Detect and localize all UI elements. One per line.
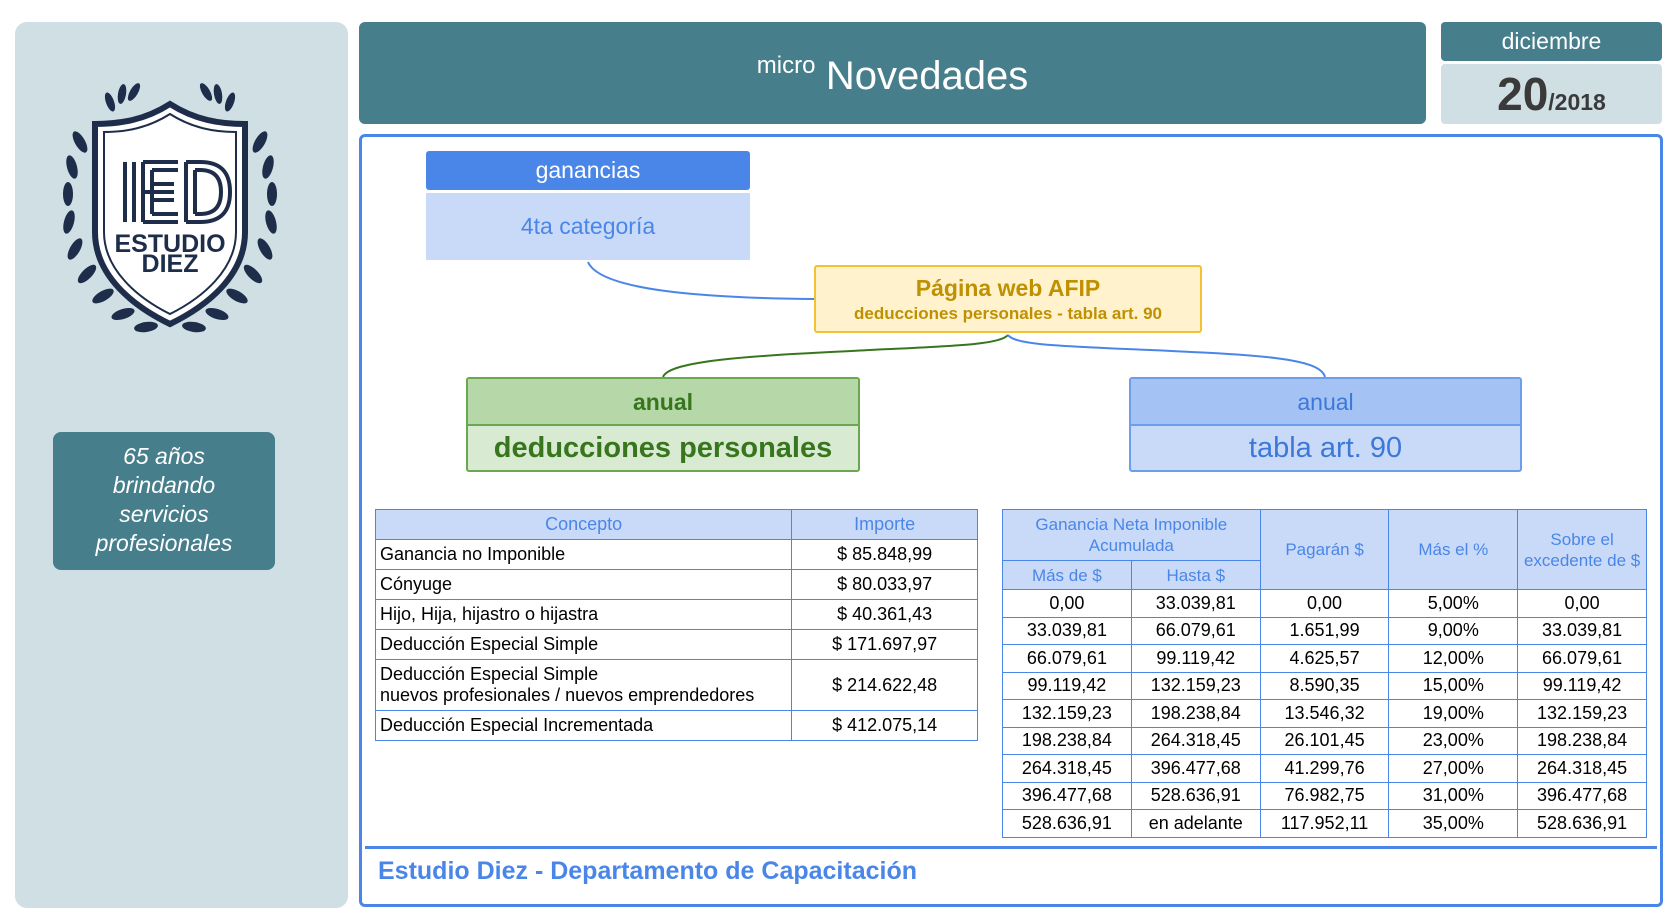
categoria-label: 4ta categoría [426,193,750,260]
estudio-diez-logo [50,62,290,352]
table-row [376,600,978,630]
header-micro: micro [756,52,816,79]
date-year: /2018 [1548,89,1606,115]
table-row [1003,810,1647,838]
sobre-cell: 66.079,61 [1518,645,1647,673]
importe-cell: $ 40.361,43 [792,600,978,630]
pagaran-cell: 76.982,75 [1260,782,1389,810]
mas-el-cell: 12,00% [1389,645,1518,673]
ganancias-label: ganancias [426,151,750,190]
mas-el-cell: 9,00% [1389,617,1518,645]
table-row [376,540,978,570]
mas-de-cell: 132.159,23 [1003,700,1132,728]
concepto-line-2: nuevos profesionales / nuevos emprendedores [380,685,755,705]
tabla-art90-body [1003,590,1647,838]
afip-box [814,265,1202,333]
table-row [1003,645,1647,673]
table-row [1003,590,1647,618]
table-row [1003,617,1647,645]
slogan-line: servicios [119,501,209,527]
tabla90-title: tabla art. 90 [1248,432,1403,464]
mas-el-cell: 19,00% [1389,700,1518,728]
concepto-cell: Cónyuge [376,570,792,600]
concepto-cell [376,660,792,711]
mas-de-cell: 528.636,91 [1003,810,1132,838]
table-row [376,570,978,600]
pagaran-cell: 4.625,57 [1260,645,1389,673]
mas-de-cell: 33.039,81 [1003,617,1132,645]
importe-cell: $ 85.848,99 [792,540,978,570]
importe-cell: $ 171.697,97 [792,630,978,660]
page-title: Novedades [825,54,1029,98]
mas-el-cell: 31,00% [1389,782,1518,810]
pagaran-cell: 0,00 [1260,590,1389,618]
mas-el-cell: 35,00% [1389,810,1518,838]
importe-cell: $ 214.622,48 [792,660,978,711]
column-header-ganancia-neta: Ganancia Neta Imponible Acumulada [1003,510,1261,561]
table-row [1003,755,1647,783]
header-banner [359,22,1426,124]
mas-de-cell: 396.477,68 [1003,782,1132,810]
table-row [376,660,978,711]
deducciones-box [466,377,860,472]
column-header-mas-el: Más el % [1389,510,1518,590]
afip-subtitle: deducciones personales - tabla art. 90 [853,304,1162,323]
sobre-cell: 528.636,91 [1518,810,1647,838]
importe-cell: $ 412.075,14 [792,711,978,741]
mas-de-cell: 0,00 [1003,590,1132,618]
pagaran-cell: 13.546,32 [1260,700,1389,728]
pagaran-cell: 117.952,11 [1260,810,1389,838]
logo-text-diez: DIEZ [141,250,199,278]
hasta-cell: 33.039,81 [1131,590,1260,618]
hasta-cell: 132.159,23 [1131,672,1260,700]
mas-de-cell: 99.119,42 [1003,672,1132,700]
deducciones-title: deducciones personales [493,432,833,464]
concepto-cell: Deducción Especial Incrementada [376,711,792,741]
hasta-cell: 528.636,91 [1131,782,1260,810]
tabla90-period: anual [1131,379,1520,426]
tabla90-box [1129,377,1522,472]
footer [365,846,1657,904]
logo-text-estudio: ESTUDIO [114,230,226,258]
sobre-cell: 198.238,84 [1518,727,1647,755]
table-row [376,630,978,660]
pagaran-cell: 8.590,35 [1260,672,1389,700]
table-row [1003,782,1647,810]
table-row [1003,672,1647,700]
column-header-mas-de: Más de $ [1003,561,1132,590]
concepto-line: Deducción Especial Simple [380,664,599,684]
column-header-importe: Importe [792,510,978,540]
footer-text: Estudio Diez - Departamento de Capacitación [378,857,917,885]
slogan-line: 65 años [123,443,205,469]
slogan-line: brindando [112,472,216,498]
mas-de-cell: 198.238,84 [1003,727,1132,755]
table-row [1003,727,1647,755]
hasta-cell: 198.238,84 [1131,700,1260,728]
column-header-hasta: Hasta $ [1131,561,1260,590]
pagaran-cell: 1.651,99 [1260,617,1389,645]
pagaran-cell: 41.299,76 [1260,755,1389,783]
hasta-cell: 99.119,42 [1131,645,1260,673]
tabla-art90 [1002,509,1647,838]
mas-de-cell: 66.079,61 [1003,645,1132,673]
sobre-cell: 0,00 [1518,590,1647,618]
mas-el-cell: 15,00% [1389,672,1518,700]
slogan-box [53,432,275,570]
hasta-cell: en adelante [1131,810,1260,838]
sobre-cell: 99.119,42 [1518,672,1647,700]
column-header-concepto: Concepto [376,510,792,540]
date-month: diciembre [1441,22,1662,61]
column-header-pagaran: Pagarán $ [1260,510,1389,590]
sobre-cell: 396.477,68 [1518,782,1647,810]
mas-el-cell: 23,00% [1389,727,1518,755]
pagaran-cell: 26.101,45 [1260,727,1389,755]
deducciones-period: anual [468,379,858,426]
mas-el-cell: 5,00% [1389,590,1518,618]
mas-el-cell: 27,00% [1389,755,1518,783]
hasta-cell: 396.477,68 [1131,755,1260,783]
column-header-sobre-excedente: Sobre el excedente de $ [1518,510,1647,590]
hasta-cell: 66.079,61 [1131,617,1260,645]
afip-title: Página web AFIP [915,275,1101,301]
table-row [376,711,978,741]
sobre-cell: 132.159,23 [1518,700,1647,728]
mas-de-cell: 264.318,45 [1003,755,1132,783]
importe-cell: $ 80.033,97 [792,570,978,600]
date-box [1441,64,1662,124]
sobre-cell: 33.039,81 [1518,617,1647,645]
hasta-cell: 264.318,45 [1131,727,1260,755]
deducciones-table [375,509,978,741]
concepto-cell: Ganancia no Imponible [376,540,792,570]
table-row [1003,700,1647,728]
concepto-cell: Deducción Especial Simple [376,630,792,660]
sobre-cell: 264.318,45 [1518,755,1647,783]
concepto-cell: Hijo, Hija, hijastro o hijastra [376,600,792,630]
date-day: 20 [1497,68,1549,120]
slogan-line: profesionales [95,530,233,556]
